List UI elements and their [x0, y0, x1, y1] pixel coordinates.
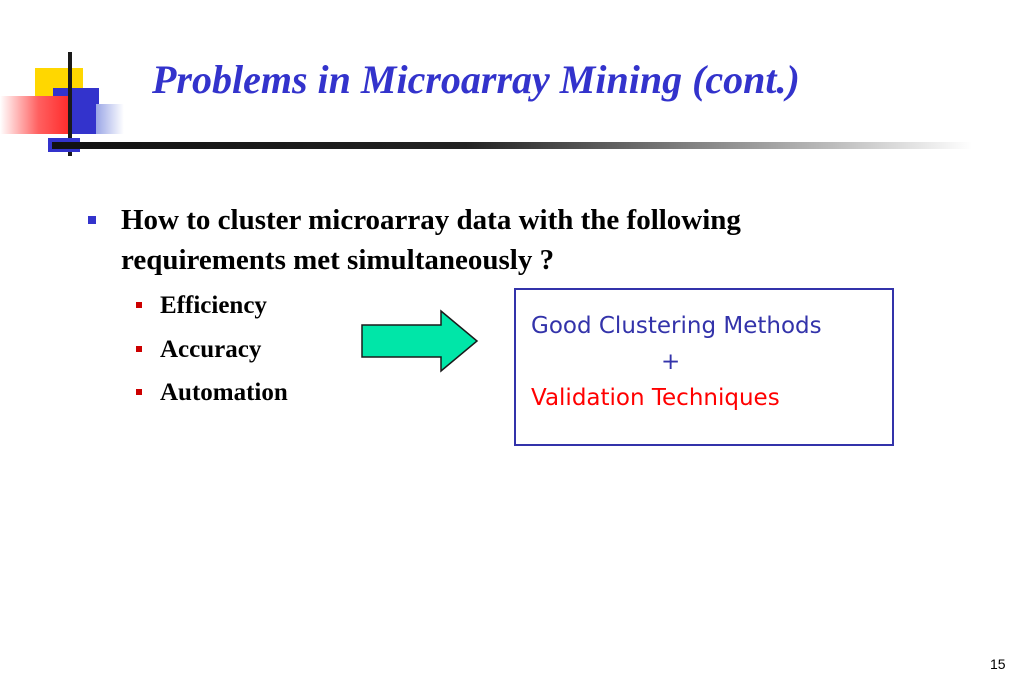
- box-plus: +: [661, 349, 681, 375]
- sub-bullet-text: Efficiency: [160, 292, 267, 319]
- square-bullet-icon: [136, 302, 142, 308]
- main-bullet: [88, 200, 888, 280]
- sub-bullet-automation: [136, 378, 288, 408]
- box-line-validation: Validation Techniques: [531, 385, 780, 411]
- square-bullet-icon: [136, 346, 142, 352]
- slide-title: Problems in Microarray Mining (cont.): [152, 57, 800, 102]
- page-number: 15: [990, 656, 1006, 672]
- sub-bullet-text: Accuracy: [160, 336, 262, 363]
- main-bullet-text: How to cluster microarray data with the following requirements met simultaneously ?: [121, 204, 741, 276]
- sub-bullet-text: Automation: [160, 379, 288, 406]
- square-bullet-icon: [88, 216, 96, 224]
- title-underline: [52, 142, 972, 149]
- sub-bullet-accuracy: [136, 335, 261, 365]
- sub-bullet-efficiency: [136, 291, 267, 321]
- result-box: [514, 288, 894, 446]
- right-arrow-icon: [361, 309, 479, 373]
- square-bullet-icon: [136, 389, 142, 395]
- box-line-methods: Good Clustering Methods: [531, 313, 822, 339]
- logo-red-gradient: [0, 96, 70, 134]
- logo-blue-fade: [96, 104, 124, 134]
